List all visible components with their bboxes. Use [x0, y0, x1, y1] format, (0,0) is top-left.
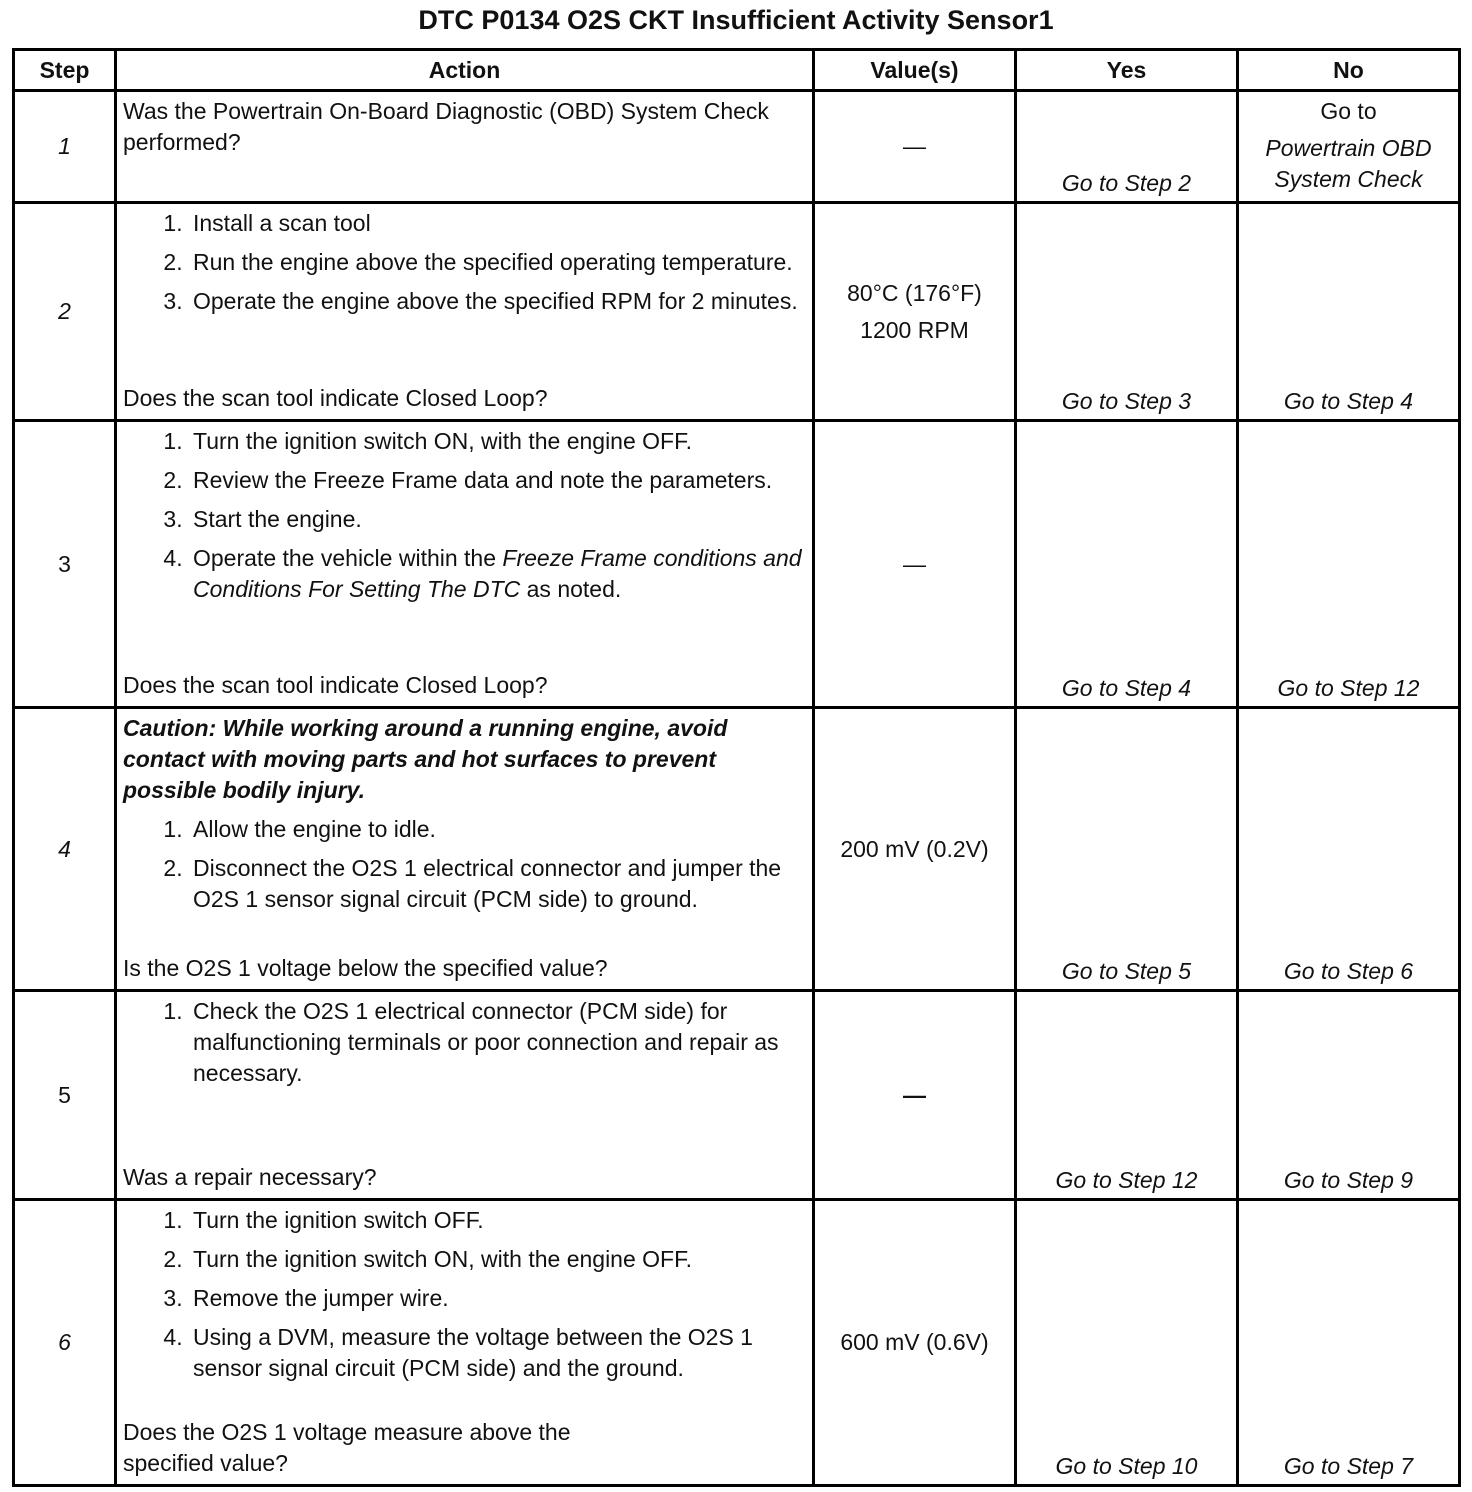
action-item: 1. Allow the engine to idle.: [189, 814, 808, 845]
action-list: [123, 208, 808, 323]
value-cell: —: [814, 91, 1016, 203]
yes-cell: Go to Step 12: [1016, 991, 1238, 1200]
header-action: Action: [116, 50, 814, 91]
action-list: [123, 996, 808, 1095]
no-cell: [1238, 91, 1460, 203]
no-cell: Go to Step 12: [1238, 421, 1460, 708]
header-no: No: [1238, 50, 1460, 91]
action-reference: Freeze Frame conditions and Conditions For Setting The DTC: [193, 545, 802, 602]
table-row: [14, 991, 1460, 1200]
action-item: 1. Turn the ignition switch OFF.: [189, 1205, 808, 1236]
action-list: [123, 1205, 808, 1390]
action-item: [189, 543, 808, 605]
value-cell: 200 mV (0.2V): [814, 708, 1016, 991]
action-item: 1. Check the O2S 1 electrical connector (PCM side) for malfunctioning terminals or poor connection and repair as necessary.: [189, 996, 808, 1089]
value-cell: 600 mV (0.6V): [814, 1200, 1016, 1486]
action-item: 4. Using a DVM, measure the voltage between the O2S 1 sensor signal circuit (PCM side) and the ground.: [189, 1322, 808, 1384]
diagnostic-table: [12, 48, 1461, 1487]
header-step: Step: [14, 50, 116, 91]
action-cell: [116, 421, 814, 708]
table-row: [14, 708, 1460, 991]
yes-cell: Go to Step 2: [1016, 91, 1238, 203]
step-number: 4: [14, 708, 116, 991]
step-number: 2: [14, 203, 116, 421]
table-row: [14, 203, 1460, 421]
page-title: DTC P0134 O2S CKT Insufficient Activity Sensor1: [418, 5, 1054, 35]
action-question: Does the scan tool indicate Closed Loop?: [123, 672, 548, 698]
action-item: 2. Disconnect the O2S 1 electrical connector and jumper the O2S 1 sensor signal circuit (PCM side) to ground.: [189, 853, 808, 915]
no-cell: Go to Step 7: [1238, 1200, 1460, 1486]
value-cell: —: [814, 991, 1016, 1200]
action-cell: [116, 91, 814, 203]
action-item: 3. Operate the engine above the specified RPM for 2 minutes.: [189, 286, 808, 317]
action-item: 2. Turn the ignition switch ON, with the engine OFF.: [189, 1244, 808, 1275]
step-number: 1: [14, 91, 116, 203]
action-list: [123, 814, 808, 921]
step-number: 6: [14, 1200, 116, 1486]
action-question: Was a repair necessary?: [123, 1164, 377, 1190]
no-link: System Check: [1274, 166, 1423, 192]
action-item: 2. Review the Freeze Frame data and note the parameters.: [189, 465, 808, 496]
table-row: [14, 1200, 1460, 1486]
yes-cell: Go to Step 4: [1016, 421, 1238, 708]
no-link: Powertrain OBD: [1265, 135, 1432, 161]
action-question: Does the O2S 1 voltage measure above the specified value?: [123, 1419, 571, 1476]
value-line: 80°C (176°F): [847, 279, 982, 306]
action-question: Was the Powertrain On-Board Diagnostic (OBD) System Check performed?: [123, 98, 769, 155]
action-cell: [116, 708, 814, 991]
action-cell: [116, 1200, 814, 1486]
value-line: 1200 RPM: [860, 316, 969, 343]
action-item: 2. Run the engine above the specified operating temperature.: [189, 247, 808, 278]
no-line: Go to: [1320, 98, 1377, 124]
action-question: Does the scan tool indicate Closed Loop?: [123, 385, 548, 411]
action-item: 1. Turn the ignition switch ON, with the engine OFF.: [189, 426, 808, 457]
action-text: as noted.: [520, 576, 622, 602]
action-item: 3. Remove the jumper wire.: [189, 1283, 808, 1314]
table-row: [14, 421, 1460, 708]
action-cell: [116, 203, 814, 421]
header-values: Value(s): [814, 50, 1016, 91]
no-cell: Go to Step 9: [1238, 991, 1460, 1200]
yes-cell: Go to Step 5: [1016, 708, 1238, 991]
value-cell: [814, 203, 1016, 421]
yes-cell: Go to Step 3: [1016, 203, 1238, 421]
step-number: 3: [14, 421, 116, 708]
caution-note: Caution: While working around a running engine, avoid contact with moving parts and hot surfaces to prevent possible bodily injury.: [123, 715, 728, 803]
header-yes: Yes: [1016, 50, 1238, 91]
header-row: [14, 50, 1460, 91]
action-item: 1. Install a scan tool: [189, 208, 808, 239]
no-cell: Go to Step 6: [1238, 708, 1460, 991]
action-question: Is the O2S 1 voltage below the specified value?: [123, 955, 608, 981]
table-row: [14, 91, 1460, 203]
action-cell: [116, 991, 814, 1200]
value-cell: —: [814, 421, 1016, 708]
step-number: 5: [14, 991, 116, 1200]
action-list: [123, 426, 808, 611]
no-cell: Go to Step 4: [1238, 203, 1460, 421]
action-item: 3. Start the engine.: [189, 504, 808, 535]
action-text: Operate the vehicle within the: [193, 545, 503, 571]
yes-cell: Go to Step 10: [1016, 1200, 1238, 1486]
